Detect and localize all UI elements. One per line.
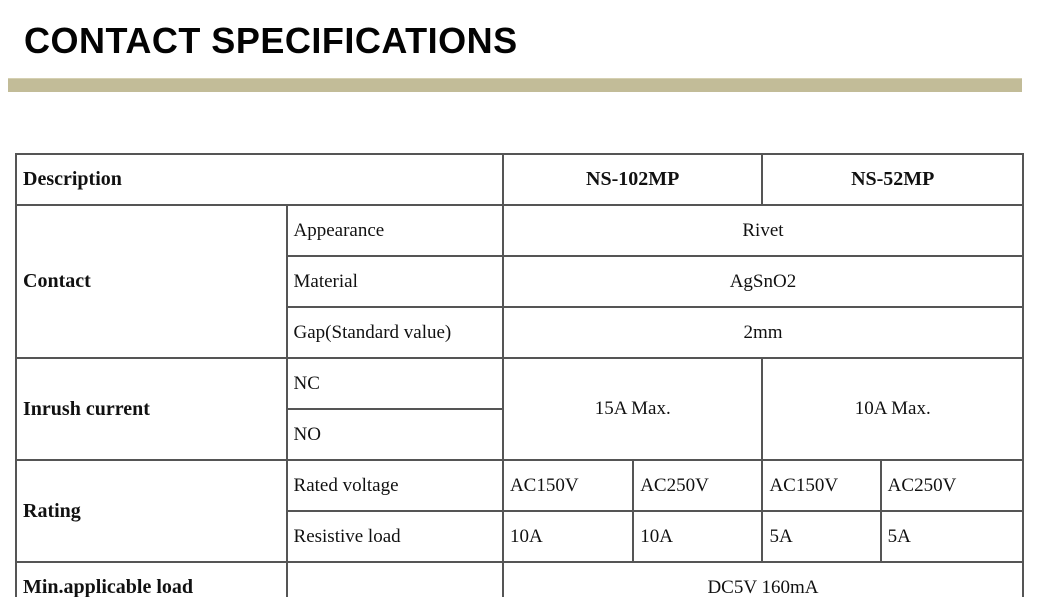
sub-label-appearance: Appearance bbox=[287, 205, 503, 256]
table-row-min-applicable-load bbox=[16, 562, 1023, 597]
row-label-min-applicable-load: Min.applicable load bbox=[16, 562, 287, 597]
value-material: AgSnO2 bbox=[503, 256, 1023, 307]
page-title: CONTACT SPECIFICATIONS bbox=[24, 20, 518, 61]
min-applicable-load-blank-cell bbox=[287, 562, 503, 597]
sub-label-gap: Gap(Standard value) bbox=[287, 307, 503, 358]
value-resistive-load-ns102-2: 10A bbox=[633, 511, 762, 562]
value-resistive-load-ns52-1: 5A bbox=[762, 511, 880, 562]
sub-label-rated-voltage: Rated voltage bbox=[287, 460, 503, 511]
value-rated-voltage-ns102-1: AC150V bbox=[503, 460, 633, 511]
row-label-contact: Contact bbox=[16, 205, 287, 358]
sub-label-resistive-load: Resistive load bbox=[287, 511, 503, 562]
table-row-appearance bbox=[16, 205, 1023, 256]
row-label-inrush-current: Inrush current bbox=[16, 358, 287, 460]
title-underline-bar bbox=[8, 78, 1022, 92]
value-min-applicable-load: DC5V 160mA bbox=[503, 562, 1023, 597]
header-description: Description bbox=[16, 154, 503, 205]
value-inrush-ns102mp: 15A Max. bbox=[503, 358, 763, 460]
value-rated-voltage-ns52-1: AC150V bbox=[762, 460, 880, 511]
sub-label-nc: NC bbox=[287, 358, 503, 409]
sub-label-material: Material bbox=[287, 256, 503, 307]
value-inrush-ns52mp: 10A Max. bbox=[762, 358, 1023, 460]
sub-label-no: NO bbox=[287, 409, 503, 460]
value-gap: 2mm bbox=[503, 307, 1023, 358]
table-row-rated-voltage bbox=[16, 460, 1023, 511]
value-resistive-load-ns102-1: 10A bbox=[503, 511, 633, 562]
row-label-rating: Rating bbox=[16, 460, 287, 562]
header-ns52mp: NS-52MP bbox=[762, 154, 1023, 205]
table-row-header bbox=[16, 154, 1023, 205]
table-row-inrush-nc bbox=[16, 358, 1023, 409]
value-appearance: Rivet bbox=[503, 205, 1023, 256]
value-rated-voltage-ns102-2: AC250V bbox=[633, 460, 762, 511]
value-rated-voltage-ns52-2: AC250V bbox=[881, 460, 1023, 511]
header-ns102mp: NS-102MP bbox=[503, 154, 763, 205]
contact-specifications-table bbox=[15, 153, 1024, 597]
value-resistive-load-ns52-2: 5A bbox=[881, 511, 1023, 562]
